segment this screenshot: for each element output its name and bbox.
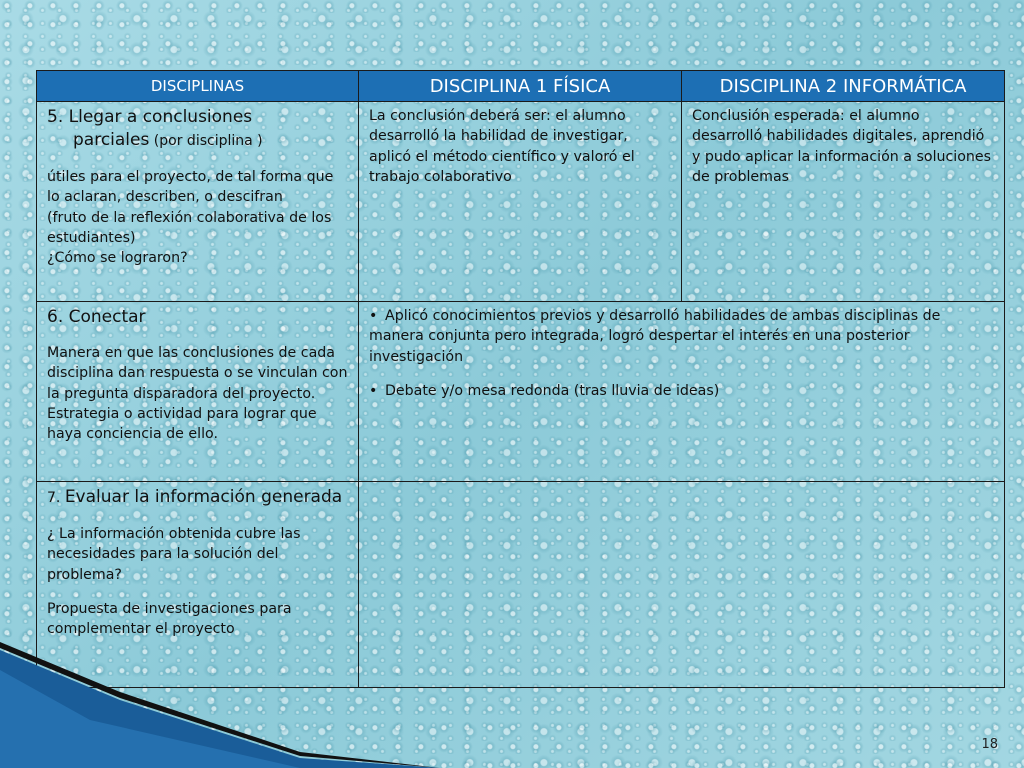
- step5-desc-3: ¿Cómo se lograron?: [47, 250, 188, 267]
- step6-bullet-2: • Debate y/o mesa redonda (tras lluvia de ideas): [369, 381, 994, 401]
- bullet-icon: •: [369, 382, 378, 399]
- disciplines-table: [36, 70, 1005, 688]
- step6-bullet-1: • Aplicó conocimientos previos y desarrolló habilidades de ambas disciplinas de manera conjunta pero integrada, logró despertar el interés en una posterior investigación: [369, 308, 941, 365]
- step7-title: 7. Evaluar la información generada: [47, 487, 343, 507]
- step6-merged-cell: [359, 302, 1005, 482]
- bullet-icon: •: [369, 308, 378, 324]
- step5-fisica-cell: [359, 102, 682, 302]
- table-row: [37, 102, 1005, 302]
- header-fisica: DISCIPLINA 1 FÍSICA: [359, 71, 682, 102]
- step5-desc-1: útiles para el proyecto, de tal forma que lo aclaran, describen, o descifran: [47, 169, 334, 206]
- step5-informatica-text: Conclusión esperada: el alumno desarrolló habilidades digitales, aprendió y pudo aplicar la información a soluciones de problemas: [692, 108, 992, 185]
- step5-desc-2: (fruto de la reflexión colaborativa de los estudiantes): [47, 209, 332, 246]
- table-row: [37, 482, 1005, 688]
- step6-desc-2: Estrategia o actividad para lograr que haya conciencia de ello.: [47, 405, 317, 443]
- header-disciplinas: DISCIPLINAS: [37, 71, 359, 102]
- header-informatica: DISCIPLINA 2 INFORMÁTICA: [682, 71, 1005, 102]
- page-number: 18: [981, 737, 998, 752]
- step6-title: 6. Conectar: [47, 307, 146, 327]
- step7-cell: [37, 482, 359, 688]
- step6-desc-1: Manera en que las conclusiones de cada disciplina dan respuesta o se vinculan con la pregunta disparadora del proyecto.: [47, 345, 348, 402]
- step5-cell: [37, 102, 359, 302]
- table-header-row: [37, 71, 1005, 102]
- step7-desc-2: Propuesta de investigaciones para complementar el proyecto: [47, 600, 292, 638]
- table-row: [37, 302, 1005, 482]
- step5-fisica-text: La conclusión deberá ser: el alumno desarrolló la habilidad de investigar, aplicó el método científico y valoró el trabajo colaborativo: [369, 108, 635, 185]
- step7-desc-1: ¿ La información obtenida cubre las necesidades para la solución del problema?: [47, 526, 301, 583]
- step5-informatica-cell: [682, 102, 1005, 302]
- step6-cell: [37, 302, 359, 482]
- step7-empty-cell: [359, 482, 1005, 688]
- step5-title: 5. Llegar a conclusiones parciales (por disciplina ): [47, 107, 263, 150]
